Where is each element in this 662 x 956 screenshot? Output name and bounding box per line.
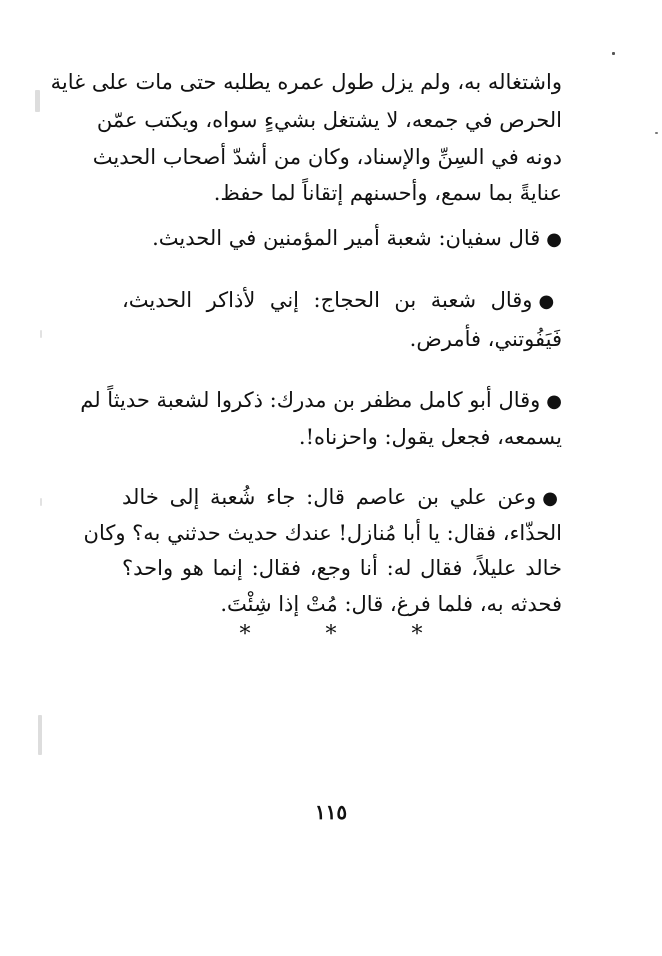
paragraph-text: وعن علي بن عاصم قال: جاء شُعبة إلى خالد <box>122 485 537 509</box>
scan-speck <box>40 330 42 338</box>
scan-speck <box>40 498 42 506</box>
paragraph-line: الحذّاء، فقال: يا أبا مُنازل! عندك حديث حدثني به؟ وكان <box>83 521 562 545</box>
paragraph-text: قال سفيان: شعبة أمير المؤمنين في الحديث. <box>152 226 541 250</box>
bullet-icon: ● <box>542 488 562 509</box>
paragraph-line: فحدثه به، فلما فرغ، قال: مُتْ إذا شِئْتَ. <box>220 592 562 616</box>
scan-speck <box>612 52 615 55</box>
bullet-icon: ● <box>538 291 562 312</box>
paragraph-line: فَيَفُوتني، فأمرض. <box>409 327 562 351</box>
scan-speck <box>38 715 42 755</box>
scan-speck <box>655 132 658 134</box>
paragraph-line: عنايةً بما سمع، وأحسنهم إتقاناً لما حفظ. <box>213 181 562 205</box>
paragraph-line: واشتغاله به، ولم يزل طول عمره يطلبه حتى مات على غاية <box>50 70 562 94</box>
bulleted-paragraph-line <box>122 481 562 515</box>
bulleted-paragraph-line <box>80 384 562 418</box>
bulleted-paragraph-line <box>122 222 562 256</box>
bulleted-paragraph-line <box>122 284 562 318</box>
page-number: ١١٥ <box>314 800 348 824</box>
bullet-icon: ● <box>546 391 562 412</box>
paragraph-line: دونه في السِنِّ والإسناد، وكان من أشدّ أصحاب الحديث <box>92 145 562 169</box>
section-separator: * * * <box>239 622 457 647</box>
bullet-icon: ● <box>546 229 562 250</box>
paragraph-text: وقال أبو كامل مظفر بن مدرك: ذكروا لشعبة حديثاً لم <box>80 388 541 412</box>
paragraph-line: الحرص في جمعه، لا يشتغل بشيءٍ سواه، ويكتب عمّن <box>96 108 562 132</box>
scan-speck <box>35 90 40 112</box>
paragraph-text: وقال شعبة بن الحجاج: إني لأذاكر الحديث، <box>122 288 533 312</box>
paragraph-line: يسمعه، فجعل يقول: واحزناه!. <box>298 425 562 449</box>
paragraph-line: خالد عليلاً، فقال له: أنا وجع، فقال: إنما هو واحد؟ <box>122 556 562 580</box>
